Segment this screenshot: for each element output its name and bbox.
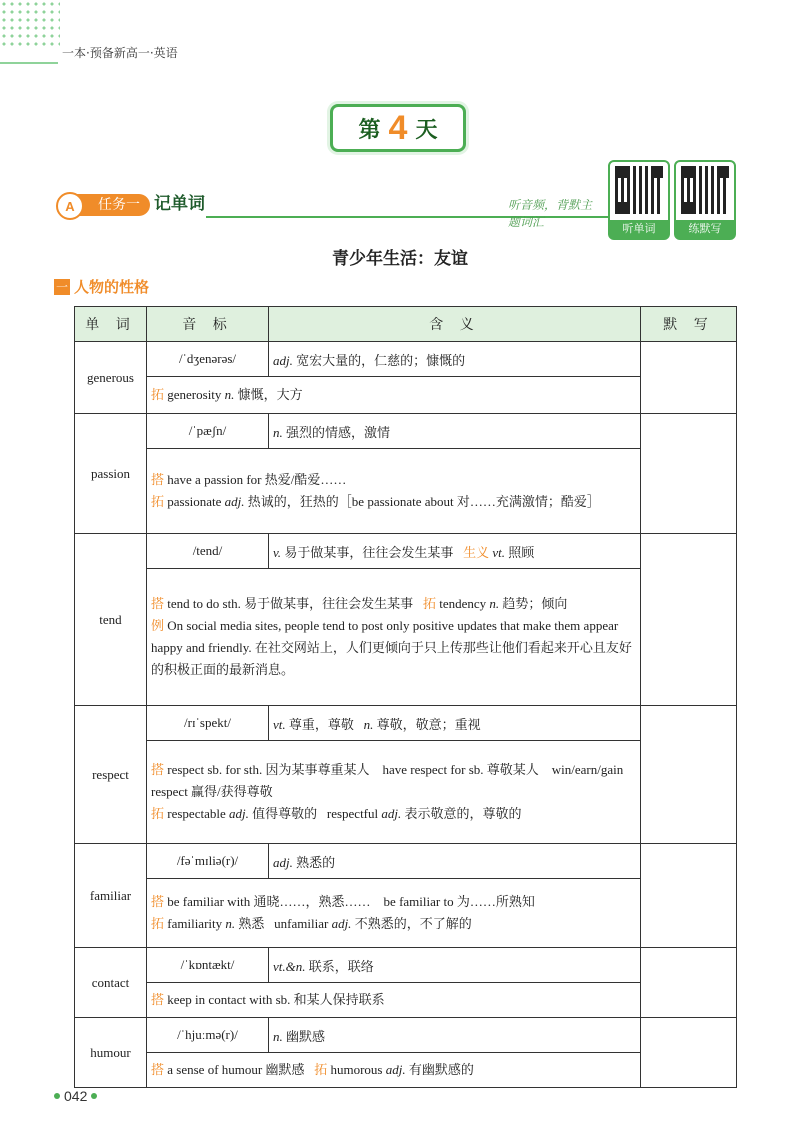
dictation-cell[interactable] xyxy=(641,414,737,534)
header-phonetic: 音 标 xyxy=(147,307,269,342)
qr-code-listen[interactable] xyxy=(608,160,670,240)
page-dot-right xyxy=(91,1093,97,1099)
dictation-cell[interactable] xyxy=(641,844,737,948)
word-cell: respect xyxy=(75,706,147,844)
dictation-cell[interactable] xyxy=(641,706,737,844)
phonetic-cell: /ˈdʒenərəs/ xyxy=(147,342,269,377)
meaning-cell: n. 幽默感 xyxy=(269,1018,641,1053)
day-number: 4 xyxy=(388,109,408,147)
header-dictation: 默 写 xyxy=(641,307,737,342)
section-title: 青少年生活：友谊 xyxy=(332,249,468,269)
table-row xyxy=(75,569,737,706)
table-row xyxy=(75,534,737,569)
phonetic-cell: /tend/ xyxy=(147,534,269,569)
table-row xyxy=(75,342,737,377)
dictation-cell[interactable] xyxy=(641,948,737,1018)
phonetic-cell: /ˈpæʃn/ xyxy=(147,414,269,449)
phonetic-cell: /ˈkɒntækt/ xyxy=(147,948,269,983)
dictation-cell[interactable] xyxy=(641,534,737,706)
extension-cell: 拓 generosity n. 慷慨，大方 xyxy=(147,377,641,414)
word-cell: contact xyxy=(75,948,147,1018)
word-cell: humour xyxy=(75,1018,147,1088)
table-row xyxy=(75,449,737,534)
table-row xyxy=(75,414,737,449)
dictation-cell[interactable] xyxy=(641,342,737,414)
qr-code-dictation[interactable] xyxy=(674,160,736,240)
extension-cell: 搭 respect sb. for sth. 因为某事尊重某人 have respect for sb. 尊敬某人 win/earn/gain respect 赢得/获得尊敬 拓 respectable adj. 值得尊敬的 respectful adj. 表示敬意的，尊敬的 xyxy=(147,741,641,844)
meaning-cell: v. 易于做某事，往往会发生某事 生义 vt. 照顾 xyxy=(269,534,641,569)
meaning-cell: adj. 宽宏大量的，仁慈的；慷慨的 xyxy=(269,342,641,377)
table-header-row xyxy=(75,307,737,342)
decor-dots xyxy=(0,0,60,48)
task-hint: 听音频，背默主题词汇 xyxy=(508,198,593,229)
meaning-cell: vt.&n. 联系，联络 xyxy=(269,948,641,983)
header-rule xyxy=(0,62,58,64)
extension-cell: 搭 keep in contact with sb. 和某人保持联系 xyxy=(147,983,641,1018)
day-prefix: 第 xyxy=(358,117,381,143)
phonetic-cell: /fəˈmɪliə(r)/ xyxy=(147,844,269,879)
category-number: 一 xyxy=(55,280,68,294)
book-title: 一本·预备新高一·英语 xyxy=(62,46,178,60)
day-badge xyxy=(330,104,466,152)
category-label: 人物的性格 xyxy=(74,278,150,296)
header-meaning: 含 义 xyxy=(269,307,641,342)
word-cell: passion xyxy=(75,414,147,534)
table-row xyxy=(75,1018,737,1053)
qr-label-dictation: 练默写 xyxy=(676,220,734,238)
word-cell: tend xyxy=(75,534,147,706)
day-suffix: 天 xyxy=(415,117,438,143)
category-heading xyxy=(54,276,149,297)
extension-cell: 搭 be familiar with 通晓……，熟悉…… be familiar to 为……所熟知 拓 familiarity n. 熟悉 unfamiliar adj. 不熟悉的，不了解的 xyxy=(147,879,641,948)
dictation-cell[interactable] xyxy=(641,1018,737,1088)
table-row xyxy=(75,983,737,1018)
table-row xyxy=(75,377,737,414)
extension-cell: 搭 tend to do sth. 易于做某事，往往会发生某事 拓 tendency n. 趋势；倾向 例 On social media sites, people tend to post only positive updates that make them appear happy and friendly. 在社交网站上，人们更倾向于只上传那些让他们看起来开心且友好的积极正面的最新消息。 xyxy=(147,569,641,706)
page-number-text: 042 xyxy=(64,1088,88,1104)
vocab-table xyxy=(74,306,737,1088)
phonetic-cell: /ˈhjuːmə(r)/ xyxy=(147,1018,269,1053)
meaning-cell: vt. 尊重，尊敬 n. 尊敬，敬意；重视 xyxy=(269,706,641,741)
table-row xyxy=(75,741,737,844)
table-row xyxy=(75,1053,737,1088)
meaning-cell: n. 强烈的情感，激情 xyxy=(269,414,641,449)
table-row xyxy=(75,948,737,983)
word-cell: familiar xyxy=(75,844,147,948)
qr-label-listen: 听单词 xyxy=(610,220,668,238)
page-dot-left xyxy=(54,1093,60,1099)
table-row xyxy=(75,844,737,879)
task-letter-badge: A xyxy=(56,192,84,220)
table-row xyxy=(75,879,737,948)
qr-code-icon xyxy=(615,166,663,214)
task-label: 任务一 xyxy=(74,194,150,216)
page-number xyxy=(54,1088,97,1104)
qr-code-icon xyxy=(681,166,729,214)
phonetic-cell: /rɪˈspekt/ xyxy=(147,706,269,741)
extension-cell: 搭 a sense of humour 幽默感 拓 humorous adj. 有幽默感的 xyxy=(147,1053,641,1088)
word-cell: generous xyxy=(75,342,147,414)
extension-cell: 搭 have a passion for 热爱/酷爱…… 拓 passionate adj. 热诚的，狂热的［be passionate about 对……充满激情；酷爱］ xyxy=(147,449,641,534)
task-name: 记单词 xyxy=(154,194,205,214)
table-row xyxy=(75,706,737,741)
meaning-cell: adj. 熟悉的 xyxy=(269,844,641,879)
task-bar xyxy=(56,192,596,229)
header-word: 单 词 xyxy=(75,307,147,342)
